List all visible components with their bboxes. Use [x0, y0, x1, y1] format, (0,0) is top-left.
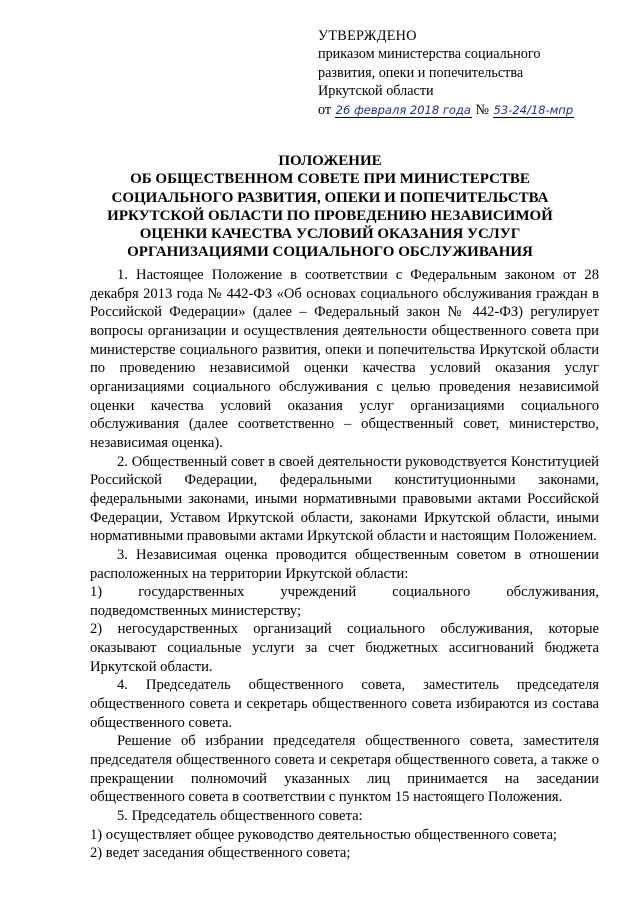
paragraph-3-item-2: 2) негосударственных организаций социального обслуживания, которые оказывают социальные услуги за счет бюджетных ассигнований бюджета Иркутской области. — [90, 621, 599, 675]
item-word: обслуживания, — [506, 584, 599, 601]
item-word: учреждений — [280, 584, 357, 601]
title-line: СОЦИАЛЬНОГО РАЗВИТИЯ, ОПЕКИ И ПОПЕЧИТЕЛЬСТВА — [111, 189, 549, 206]
document-body — [90, 266, 599, 863]
handwritten-number: 53-24/18-мпр — [493, 102, 574, 117]
approval-line: приказом министерства социального — [318, 46, 541, 63]
paragraph-4: 4. Председатель общественного совета, заместитель председателя общественного совета и секретарь общественного совета избираются из состава общественного совета. — [90, 677, 599, 731]
approval-stamp — [318, 27, 618, 119]
paragraph-5-item-1: 1) осуществляет общее руководство деятельностью общественного совета; — [90, 826, 557, 843]
paragraph-1: 1. Настоящее Положение в соответствии с Федеральным законом от 28 декабря 2013 года № 442-ФЗ «Об основах социального обслуживания граждан в Российской Федерации» (далее – Федеральный закон № 442-ФЗ) регулирует вопросы организации и осуществления деятельности общественного совета при министерстве социального развития, опеки и попечительства Иркутской области по проведению независимой оценки качества условий оказания услуг организациями социального обслуживания с целью проведения независимой оценки качества условий оказания услуг организациями социального обслуживания (далее соответственно – общественный совет, министерство, независимая оценка). — [90, 267, 599, 451]
approval-heading: УТВЕРЖДЕНО — [318, 28, 417, 44]
approval-date-number — [318, 101, 618, 119]
number-label: № — [475, 101, 489, 118]
document-title — [80, 152, 580, 262]
paragraph-4b: Решение об избрании председателя общественного совета, заместителя председателя общественного совета и секретаря общественного совета, а также о прекращении полномочий указанных лиц принимается на заседании общественного совета в соответствии с пунктом 15 настоящего Положения. — [90, 733, 599, 806]
paragraph-3: 3. Независимая оценка проводится общественным советом в отношении расположенных на территории Иркутской области: — [90, 546, 599, 582]
from-label: от — [318, 101, 332, 118]
approval-line: Иркутской области — [318, 83, 434, 100]
handwritten-date: 26 февраля 2018 года — [335, 102, 471, 117]
paragraph-5: 5. Председатель общественного совета: — [117, 808, 363, 825]
paragraph-5-item-2: 2) ведет заседания общественного совета; — [90, 845, 351, 862]
paragraph-3-item-1-first-line — [90, 583, 599, 602]
title-line: ОЦЕНКИ КАЧЕСТВА УСЛОВИЙ ОКАЗАНИЯ УСЛУГ — [139, 226, 521, 243]
title-line: ПОЛОЖЕНИЕ — [278, 153, 382, 169]
paragraph-3-item-1-rest: подведомственных министерству; — [90, 602, 302, 619]
title-line: ОРГАНИЗАЦИЯМИ СОЦИАЛЬНОГО ОБСЛУЖИВАНИЯ — [127, 244, 533, 261]
item-word: социального — [392, 584, 471, 601]
approval-line: развития, опеки и попечительства — [318, 64, 524, 81]
item-number: 1) — [90, 584, 103, 601]
title-line: ОБ ОБЩЕСТВЕННОМ СОВЕТЕ ПРИ МИНИСТЕРСТВЕ — [130, 171, 530, 188]
title-line: ИРКУТСКОЙ ОБЛАСТИ ПО ПРОВЕДЕНИЮ НЕЗАВИСИМОЙ — [107, 207, 553, 224]
item-word: государственных — [138, 584, 245, 601]
paragraph-2: 2. Общественный совет в своей деятельности руководствуется Конституцией Российской Федерации, федеральными конституционными законами, федеральными законами, иными нормативными правовыми актами Российской Федерации, Уставом Иркутской области, законами Иркутской области, иными нормативными правовыми актами Иркутской области и настоящим Положением. — [90, 453, 599, 545]
